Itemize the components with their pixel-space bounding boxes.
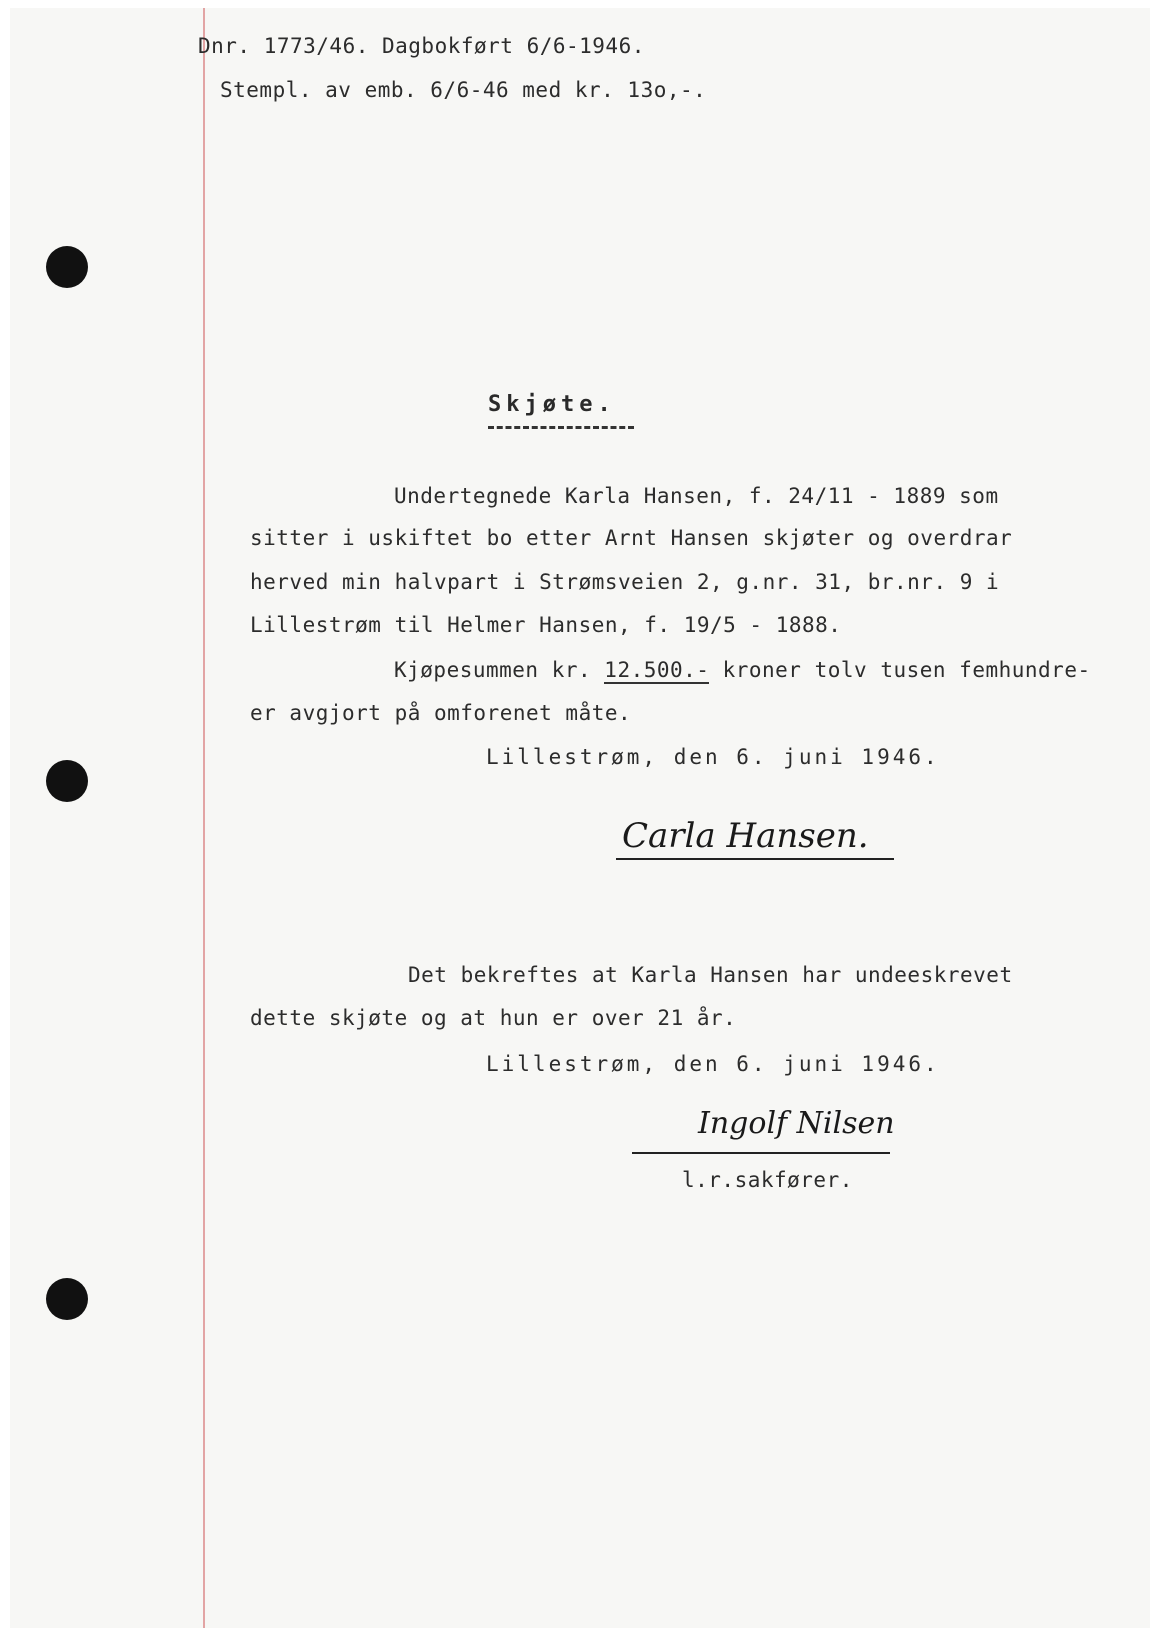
document-page [10, 8, 1150, 1628]
punch-hole [46, 246, 88, 288]
punch-hole [46, 760, 88, 802]
signature-line [616, 858, 894, 860]
signature-attorney: Ingolf Nilsen [698, 1106, 895, 1141]
punch-hole [46, 1278, 88, 1320]
registry-number: Dnr. 1773/46. Dagbokført 6/6-1946. [198, 34, 645, 58]
title-underline [488, 426, 634, 429]
attorney-title: l.r.sakfører. [682, 1168, 853, 1192]
document-title: Skjøte. [488, 392, 616, 417]
place-date: Lillestrøm, den 6. juni 1946. [486, 745, 940, 769]
confirmation-line: dette skjøte og at hun er over 21 år. [250, 1006, 737, 1030]
purchase-sum-label: Kjøpesummen kr. [394, 658, 605, 682]
margin-rule [203, 8, 205, 1628]
body-line: sitter i uskiftet bo etter Arnt Hansen skjøter og overdrar [250, 526, 1013, 550]
purchase-sum-line [394, 658, 1091, 682]
body-line: herved min halvpart i Strømsveien 2, g.nr. 31, br.nr. 9 i [250, 570, 1000, 594]
signature-karla-hansen: Carla Hansen. [622, 816, 869, 856]
purchase-sum-words: kroner tolv tusen femhundre- [709, 658, 1091, 682]
signature-line [632, 1152, 890, 1154]
body-line: Undertegnede Karla Hansen, f. 24/11 - 1889 som [394, 484, 999, 508]
confirmation-line: Det bekreftes at Karla Hansen har undeeskrevet [408, 963, 1013, 987]
place-date: Lillestrøm, den 6. juni 1946. [486, 1052, 940, 1076]
stamp-note: Stempl. av emb. 6/6-46 med kr. 13o,-. [220, 78, 707, 102]
purchase-amount: 12.500.- [604, 658, 710, 682]
body-line: Lillestrøm til Helmer Hansen, f. 19/5 - 1888. [250, 613, 842, 637]
body-line: er avgjort på omforenet måte. [250, 701, 632, 725]
